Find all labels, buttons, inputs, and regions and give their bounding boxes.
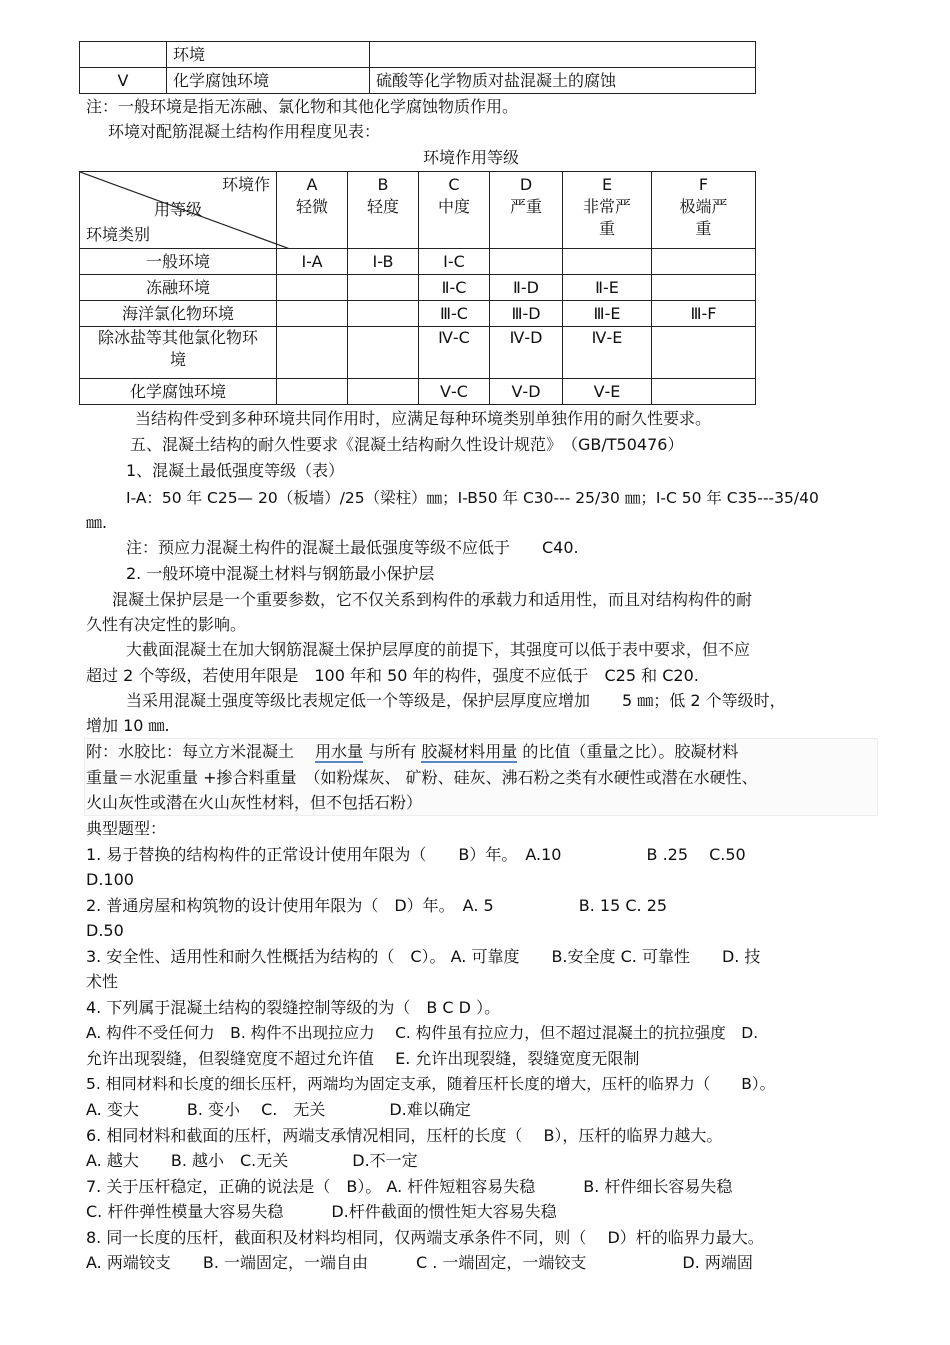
top-row1-desc [370,42,756,68]
question-line: 2. 普通房屋和构筑物的设计使用年限为（ D）年。 A. 5 B. 15 C. 25 [86,896,668,915]
corner-mid: 用等级 [154,200,203,219]
top-row1-num [80,42,167,68]
question-line: D.50 [86,921,124,940]
question-line: 术性 [86,972,119,991]
grade-cell: Ⅳ-C [419,327,490,379]
corner-bottom: 环境类别 [86,225,151,244]
appendix-line-1: 附：水胶比：每立方米混凝土 用水量 与所有 胶凝材料用量 的比值（重量之比）。胶凝材料 [86,742,739,761]
header-c: C 中度 [419,172,490,249]
grade-cell: Ⅱ-C [419,275,490,301]
subheading-1: 1、混凝土最低强度等级（表） [126,461,345,480]
environment-grade-table [79,171,756,405]
grade-cell: Ⅳ-D [490,327,563,379]
grade-cell [490,249,563,275]
top-row2-env: 化学腐蚀环境 [167,68,370,94]
env-category-cell: 冻融环境 [80,275,277,301]
questions-heading: 典型题型： [86,819,167,838]
cover-para-3: 当采用混凝土强度等级比表规定低一个等级是，保护层厚度应增加 5 ㎜；低 2 个等级时， [126,691,786,710]
appendix-line-2: 重量＝水泥重量 +掺合料重量 （如粉煤灰、 矿粉、硅灰、沸石粉之类有水硬性或潜在水硬性、 [86,768,758,787]
grade-cell [563,249,652,275]
grade-table-row [80,275,756,301]
grade-cell: Ⅰ-B [348,249,419,275]
multi-env-text: 当结构件受到多种环境共同作用时，应满足每种环境类别单独作用的耐久性要求。 [135,409,712,428]
question-line: A. 变大 B. 变小 C. 无关 D.难以确定 [86,1100,471,1119]
water-amount-link: 用水量 [315,742,364,761]
top-row1-env: 环境 [167,42,370,68]
grade-cell [277,275,348,301]
question-line: 4. 下列属于混凝土结构的裂缝控制等级的为（ B C D ）。 [86,998,501,1017]
question-line: A. 构件不受任何力 B. 构件不出现拉应力 C. 构件虽有拉应力，但不超过混凝土的抗拉强度 D. [86,1024,759,1042]
header-b: B 轻度 [348,172,419,249]
grade-cell: Ⅲ-F [652,301,756,327]
question-line: A. 越大 B. 越小 C.无关 D.不一定 [86,1151,418,1170]
grade-cell [348,379,419,405]
question-line: 允许出现裂缝，但裂缝宽度不超过允许值 E. 允许出现裂缝，裂缝宽度无限制 [86,1049,640,1068]
grade-cell [348,275,419,301]
question-line: 8. 同一长度的压杆，截面积及材料均相同，仅两端支承条件不同，则（ D）杆的临界力最大。 [86,1228,764,1247]
binder-amount-link: 胶凝材料用量 [421,742,518,761]
top-table [79,41,756,94]
question-line: 1. 易于替换的结构构件的正常设计使用年限为（ B）年。 A.10 B .25 C.50 [86,845,746,864]
grade-cell: Ⅱ-D [490,275,563,301]
top-row2-num: Ⅴ [80,68,167,94]
grade-cell: Ⅴ-D [490,379,563,405]
grade-cell: Ⅴ-E [563,379,652,405]
env-category-cell: 化学腐蚀环境 [80,379,277,405]
strength-line: Ⅰ-A：50 年 C25— 20（板墙）/25（梁柱）㎜；Ⅰ-B50 年 C30--- 25/30 ㎜；Ⅰ-C 50 年 C35---35/40 [126,489,819,507]
grade-cell [348,301,419,327]
grade-cell [277,327,348,379]
strength-line-end: ㎜. [86,513,108,532]
grade-cell: Ⅰ-A [277,249,348,275]
env-category-cell: 除冰盐等其他氯化物环 境 [80,327,277,379]
grade-cell [652,275,756,301]
grade-cell: Ⅰ-C [419,249,490,275]
grade-cell [652,249,756,275]
cover-para-2: 大截面混凝土在加大钢筋混凝土保护层厚度的前提下，其强度可以低于表中要求，但不应 [126,640,751,659]
grade-cell: Ⅳ-E [563,327,652,379]
note-general: 注：一般环境是指无冻融、氯化物和其他化学腐蚀物质作用。 [86,97,519,116]
intro-text: 环境对配筋混凝土结构作用程度见表： [108,122,381,141]
cover-para-1b: 久性有决定性的影响。 [86,615,247,634]
question-line: 5. 相同材料和长度的细长压杆，两端均为固定支承，随着压杆长度的增大，压杆的临界力（ B）。 [86,1075,776,1093]
cover-para-1: 混凝土保护层是一个重要参数，它不仅关系到构件的承载力和适用性，而且对结构构件的耐 [112,590,753,609]
prestress-note: 注：预应力混凝土构件的混凝土最低强度等级不应低于 C40. [126,538,579,557]
corner-top: 环境作 [222,175,271,194]
section-5-heading: 五、混凝土结构的耐久性要求《混凝土结构耐久性设计规范》 （GB/T50476） [130,435,684,454]
corner-cell [80,172,277,249]
grade-cell: Ⅴ-C [419,379,490,405]
grade-cell [652,379,756,405]
grade-cell: Ⅲ-D [490,301,563,327]
grade-table-row [80,379,756,405]
question-line: C. 杆件弹性模量大容易失稳 D.杆件截面的惯性矩大容易失稳 [86,1202,557,1221]
grade-cell [652,327,756,379]
question-line: D.100 [86,870,134,889]
grade-cell: Ⅲ-C [419,301,490,327]
header-e: E 非常严 重 [563,172,652,249]
cover-para-3b: 增加 10 ㎜. [86,716,170,735]
header-a: A 轻微 [277,172,348,249]
question-line: A. 两端铰支 B. 一端固定，一端自由 C . 一端固定，一端铰支 D. 两端固 [86,1253,753,1272]
header-f: F 极端严 重 [652,172,756,249]
question-line: 3. 安全性、适用性和耐久性概括为结构的（ C）。 A. 可靠度 B.安全度 C. 可靠性 D. 技 [86,947,761,966]
grade-cell: Ⅱ-E [563,275,652,301]
table-caption: 环境作用等级 [423,148,520,167]
question-line: 6. 相同材料和截面的压杆，两端支承情况相同，压杆的长度（ B），压杆的临界力越大。 [86,1126,723,1145]
grade-cell [348,327,419,379]
header-d: D 严重 [490,172,563,249]
question-line: 7. 关于压杆稳定，正确的说法是（ B）。 A. 杆件短粗容易失稳 B. 杆件细长容易失稳 [86,1177,733,1196]
top-row2-desc: 硫酸等化学物质对盐混凝土的腐蚀 [370,68,756,94]
cover-para-2b: 超过 2 个等级，若使用年限是 100 年和 50 年的构件，强度不应低于 C25 和 C20. [86,666,699,685]
appendix-line-3: 火山灰性或潜在火山灰性材料，但不包括石粉） [86,793,423,812]
grade-table-row [80,327,756,379]
subheading-2: 2. 一般环境中混凝土材料与钢筋最小保护层 [126,564,435,583]
env-category-cell: 一般环境 [80,249,277,275]
env-category-cell: 海洋氯化物环境 [80,301,277,327]
grade-cell [277,379,348,405]
grade-cell: Ⅲ-E [563,301,652,327]
grade-table-row [80,249,756,275]
grade-table-row [80,301,756,327]
grade-cell [277,301,348,327]
